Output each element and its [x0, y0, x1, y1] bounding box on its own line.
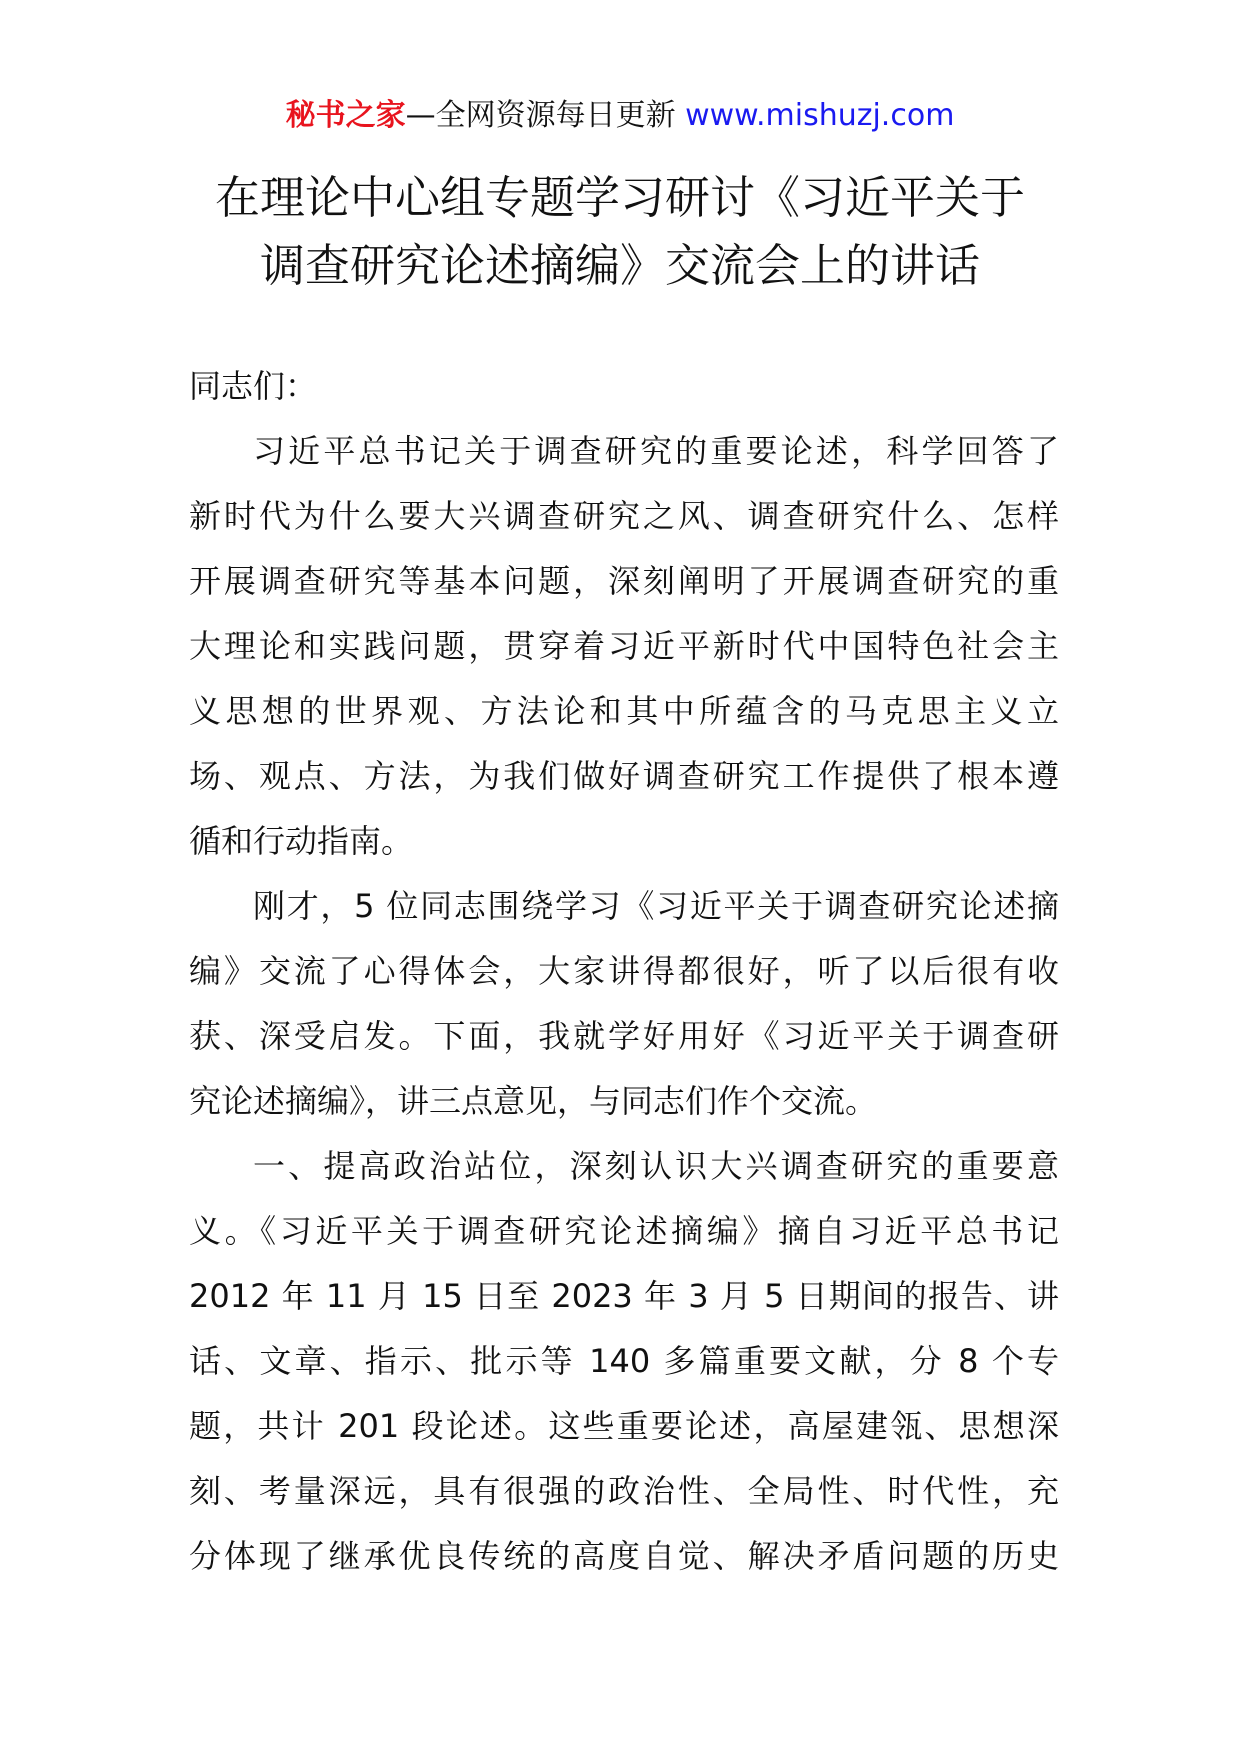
body-line: 义。《习近平关于调查研究论述摘编》摘自习近平总书记 — [189, 1212, 1059, 1250]
document-title — [120, 164, 1120, 300]
salutation: 同志们： — [189, 367, 318, 405]
section-heading-line: 一、提高政治站位，深刻认识大兴调查研究的重要意 — [253, 1147, 1059, 1185]
title-line-2: 调查研究论述摘编》交流会上的讲话 — [259, 239, 980, 292]
body-line: 分体现了继承优良传统的高度自觉、解决矛盾问题的历史 — [189, 1537, 1059, 1575]
body-line: 场、观点、方法，为我们做好调查研究工作提供了根本遵 — [189, 757, 1059, 795]
body-line: 获、深受启发。下面，我就学好用好《习近平关于调查研 — [189, 1017, 1059, 1055]
body-line: 新时代为什么要大兴调查研究之风、调查研究什么、怎样 — [189, 497, 1059, 535]
body-line: 2012 年 11 月 15 日至 2023 年 3 月 5 日期间的报告、讲 — [189, 1277, 1059, 1315]
site-url-link[interactable]: www.mishuzj.com — [675, 98, 955, 133]
header-tagline: —全网资源每日更新 — [405, 98, 676, 133]
body-line: 习近平总书记关于调查研究的重要论述，科学回答了 — [253, 432, 1059, 470]
body-line: 话、文章、指示、批示等 140 多篇重要文献，分 8 个专 — [189, 1342, 1059, 1380]
body-line: 循和行动指南。 — [189, 822, 414, 860]
body-line: 刚才，5 位同志围绕学习《习近平关于调查研究论述摘 — [253, 887, 1059, 925]
body-line: 编》交流了心得体会，大家讲得都很好，听了以后很有收 — [189, 952, 1059, 990]
body-line: 大理论和实践问题，贯穿着习近平新时代中国特色社会主 — [189, 627, 1059, 665]
title-line-1: 在理论中心组专题学习研讨《习近平关于 — [214, 171, 1025, 224]
body-line: 题，共计 201 段论述。这些重要论述，高屋建瓴、思想深 — [189, 1407, 1059, 1445]
body-line: 刻、考量深远，具有很强的政治性、全局性、时代性，充 — [189, 1472, 1059, 1510]
body-line: 究论述摘编》，讲三点意见，与同志们作个交流。 — [189, 1082, 878, 1120]
document-body — [189, 354, 1059, 1589]
brand-name: 秘书之家 — [285, 98, 406, 133]
body-line: 义思想的世界观、方法论和其中所蕴含的马克思主义立 — [189, 692, 1059, 730]
body-line: 开展调查研究等基本问题，深刻阐明了开展调查研究的重 — [189, 562, 1059, 600]
site-header — [0, 96, 1240, 136]
